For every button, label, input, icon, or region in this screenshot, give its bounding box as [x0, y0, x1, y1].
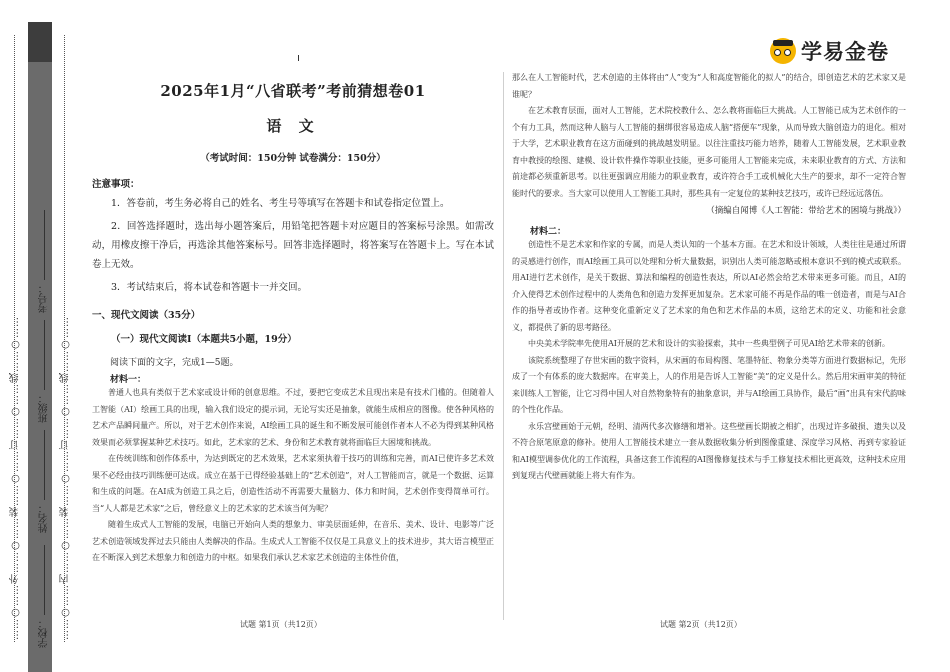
notes-heading: 注意事项：: [92, 179, 140, 190]
section-heading: 一、现代文阅读（35分）: [92, 310, 201, 321]
top-tick-mark: [298, 55, 299, 61]
page-footer-right: 试题 第2页（共12页）: [660, 620, 742, 629]
passage-paragraph: 创造性不是艺术家和作家的专属，而是人类认知的一个基本方面。在艺术和设计领域，人类往往是通过所谓的灵感进行创作，而AI绘画工具可以处理和分析大量数据，识别出人类可能忽略或根本意识不到的模式或联系。用AI进行艺术创作，是关于数据、算法和编程的创造性表达，所以AI必然会给艺术带来更多可能。而且，AI的介入使得艺术创作过程中的人类角色和创造力发挥更加复杂。艺术家可能不再是作品的唯一创造者，而是与AI合作的指导者或协作者。这种变化重新定义了艺术家的角色和艺术作品的本质，这给艺术的定义、功能和社会意义，都提供了新的思考路径。: [512, 240, 906, 332]
material1-label: 材料一：: [110, 375, 147, 385]
name-label: 姓名：: [39, 503, 50, 533]
class-field[interactable]: [37, 320, 52, 423]
passage-paragraph: 随着生成式人工智能的发展，电脑已开始向人类的想象力、审美层面延伸，在音乐、美术、设计、电影等广泛艺术创造领域发挥过去只能由人类解决的作品。生成式人工智能不仅仅是工具意义上的技术进步，其大语言模型正在不断深入到艺术想象力和创造力的中枢。如果我们承认艺术家艺术创造的主体性价值，: [92, 520, 494, 562]
subsection-heading: （一）现代文阅读Ⅰ（本题共5小题，19分）: [111, 334, 297, 345]
outer-binding-label: ……○……外……○……装……○……订……○……线……○……: [10, 316, 21, 640]
name-field[interactable]: [37, 430, 52, 533]
exam-info: （考试时间：150分钟 试卷满分：150分）: [200, 153, 386, 164]
passage-paragraph: 中央美术学院率先使用AI开展的艺术和设计的实验探索，其中一些典型例子可见AI给艺术带来的创新。: [528, 339, 890, 348]
right-column: [512, 70, 906, 485]
material2-label: 材料二：: [530, 227, 567, 237]
passage-paragraph: 在艺术教育层面，面对人工智能，艺术院校教什么、怎么教将面临巨大挑战。人工智能已成为艺术创作的一个有力工具，然而这种人脑与人工智能的捆绑很容易造成人脑“搭便车”现象，从而导致大脑创造力的退化。相对于大学，艺术职业教育在这方面碰到的挑战越发明显。以往注重技巧能力培养，随着人工智能发展，艺术职业教育中教授的绘图、建模、设计软件操作等职业技能，更多可能用人工智能来完成，未来职业教育的方式、方法和前途都必须重新思考。以往更强调应用能力的职业教育，或许符合手工或机械化大生产的要求，却不一定符合智能时代的要求。当大家可以使用人工智能工具时，那些具有一定复位的某种技艺技巧，或许已经远远落伍。: [512, 106, 906, 198]
id-label: 考号：: [39, 283, 50, 313]
note-item: 2．回答选择题时，选出每小题答案后，用铅笔把答题卡对应题目的答案标号涂黑。如需改动，用橡皮擦干净后，再选涂其他答案标号。回答非选择题时，将答案写在答题卡上。写在本试卷上无效。: [92, 221, 494, 270]
binding-strip: [0, 0, 86, 672]
column-divider: [503, 72, 504, 620]
page-footer-left: 试题 第1页（共12页）: [240, 620, 322, 629]
class-label: 班级：: [39, 393, 50, 423]
owl-logo-icon: [770, 38, 796, 64]
passage-paragraph: 永乐宫壁画始于元朝，经明、清两代多次修缮和增补。这些壁画长期被之相扩，出现过许多破损、遗失以及不符合原笔原意的修补。使用人工智能技术建立一套从数据收集分析到图像重建、深度学习风格、再到专家验证和AI模型调参优化的工作流程，具备这套工作流程的AI图像修复技术与手工修复技术相比更高效，这种技术应用到复现古代壁画就能上将大有作为。: [512, 421, 906, 480]
id-field[interactable]: [37, 210, 52, 313]
school-label: 学校：: [39, 618, 50, 648]
left-column: [92, 70, 494, 567]
subject-title: 语 文: [266, 117, 320, 135]
school-field[interactable]: [37, 545, 52, 648]
passage-paragraph: 该院系统整理了存世宋画的数字资料，从宋画的布局构图、笔墨特征、物象分类等方面进行数据标记，先形成了一个有体系的庞大数据库。在审美上，人的作用是告诉人工智能“美”的定义是什么。然后用宋画审美的特征来训练人工智能，让它习得中国人对自然物象特有的抽象意识，并与AI绘画工具协作，最后“画”出具有宋代韵味的个性化作品。: [512, 355, 906, 414]
passage-paragraph: 普通人也具有类似于艺术家或设计师的创意思维。不过，要把它变成艺术且现出来是有技术门槛的。但随着人工智能（AI）绘画工具的出现，输入我们设定的提示词，无论写实还是抽象，就能生成相应的图像。使各种风格的艺术产品瞬间量产。所以，对于艺术创作来说，AI绘画工具的诞生和不断发展可能创作者本人不必为得到某种风格效果而必须掌握某种艺术技巧。如此，艺术家的艺术、身份和艺术教育就将面临巨大困境和挑战。: [92, 388, 494, 447]
inner-binding-label: ……○……内……○……装……○……订……○……线……○……: [60, 316, 71, 640]
passage-paragraph: 那么在人工智能时代，艺术创造的主体将由“人”变为“人和高度智能化的拟人”的结合，即创造艺术的艺术家又是谁呢？: [512, 73, 906, 99]
logo-text: 学易金卷: [801, 40, 889, 64]
logo: [770, 36, 910, 66]
reading-instruction: 阅读下面的文字，完成1—5题。: [110, 358, 239, 368]
source-citation: （摘编自闻博《人工智能：带给艺术的困境与挑战》）: [706, 206, 906, 216]
note-item: 3．考试结束后，将本试卷和答题卡一并交回。: [111, 282, 308, 293]
exam-title: 2025年1月“八省联考”考前猜想卷01: [160, 82, 426, 100]
passage-paragraph: 在传统训练和创作体系中，为达到既定的艺术效果，艺术家须执着于技巧的训练和完善，而AI已使许多艺术效果不必经由技巧训练便可达成。成立在基于已得经验基础上的“艺术创造”，对人工智能而言，就是一个数据、运算和生成的问题。在AI成为创造工具之后，创造性活动不再需要大量脑力、体力和时间，艺术创作变得简单可行。当“人人都是艺术家”之后，曾经意义上的艺术家的艺术该当何为呢？: [92, 454, 494, 513]
note-item: 1．答卷前，考生务必将自己的姓名、考生号等填写在答题卡和试卷指定位置上。: [111, 198, 450, 209]
